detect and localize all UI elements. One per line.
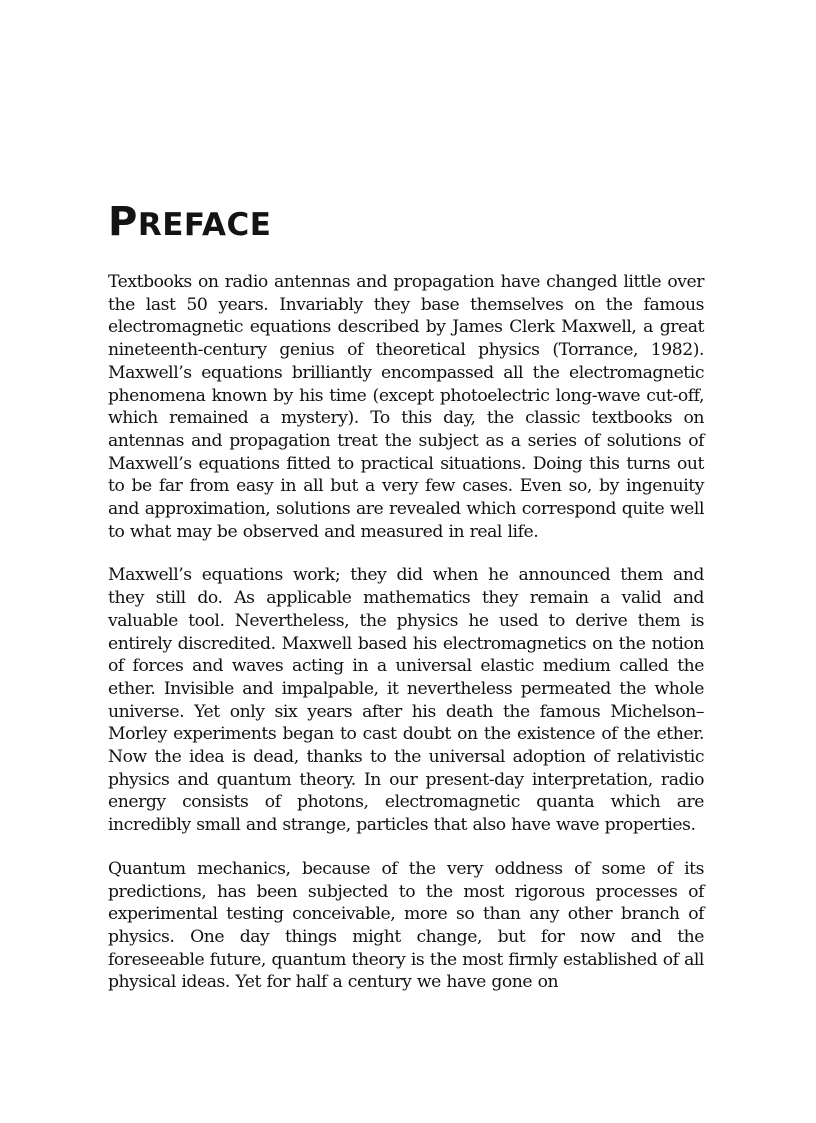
title-first-letter: P: [108, 199, 138, 245]
paragraph-1: Textbooks on radio antennas and propagation have changed little over the last 50 years. Invariably they base themselves on the famous electromagnetic equations described by James Clerk Maxwell, a great nineteenth-century genius of theoretical physics (Torrance, 1982). Maxwell’s equations brilliantly encompassed all the electromagnetic phenomena known by his time (except photoelectric long-wave cut-off, which remained a mystery). To this day, the classic textbooks on antennas and propagation treat the subject as a series of solutions of Maxwell’s equations fitted to practical situations. Doing this turns out to be far from easy in all but a very few cases. Even so, by ingenuity and approximation, solutions are revealed which correspond quite well to what may be observed and measured in real life.: [108, 272, 704, 542]
body-text: [108, 271, 704, 1015]
page-title: [108, 198, 271, 249]
paragraph-2: Maxwell’s equations work; they did when he announced them and they still do. As applicable mathematics they remain a valid and valuable tool. Nevertheless, the physics he used to derive them is entirely discredited. Maxwell based his electromagnetics on the notion of forces and waves acting in a universal elastic medium called the ether. Invisible and impalpable, it nevertheless permeated the whole universe. Yet only six years after his death the famous Michelson–Morley experiments began to cast doubt on the existence of the ether. Now the idea is dead, thanks to the universal adoption of relativistic physics and quantum theory. In our present-day interpretation, radio energy consists of photons, electromagnetic quanta which are incredibly small and strange, particles that also have wave properties.: [108, 565, 704, 836]
paragraph-3: Quantum mechanics, because of the very oddness of some of its predictions, has been subjected to the most rigorous processes of experimental testing conceivable, more so than any other branch of physics. One day things might change, but for now and the foreseeable future, quantum theory is the most firmly established of all physical ideas. Yet for half a century we have gone on: [108, 858, 704, 993]
title-rest: REFACE: [137, 207, 272, 243]
